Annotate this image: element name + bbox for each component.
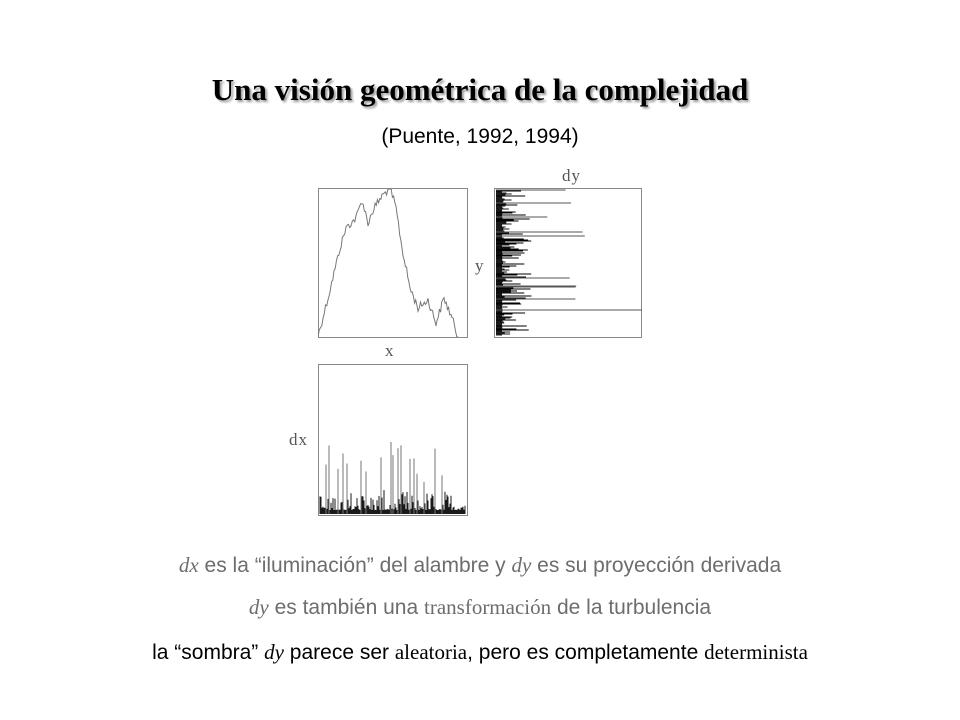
- dy-projection-panel: [494, 188, 642, 338]
- caption-line-3: la “sombra” dy parece ser aleatoria, pero es completamente determinista: [152, 640, 808, 664]
- dy-axis-label: dy: [562, 166, 581, 185]
- y-axis-label: y: [475, 256, 485, 275]
- slide-subtitle: (Puente, 1992, 1994): [381, 125, 579, 148]
- dx-axis-label: dx: [289, 430, 308, 449]
- x-axis-label: x: [385, 341, 395, 360]
- dx-illumination-panel: [318, 364, 468, 516]
- slide-title: Una visión geométrica de la complejidad: [211, 72, 749, 107]
- caption-line-1: dx es la “iluminación” del alambre y dy es su proyección derivada: [178, 553, 782, 577]
- caption-line-2: dy es también una transformación de la turbulencia: [248, 595, 712, 619]
- wire-profile-panel: [318, 188, 468, 338]
